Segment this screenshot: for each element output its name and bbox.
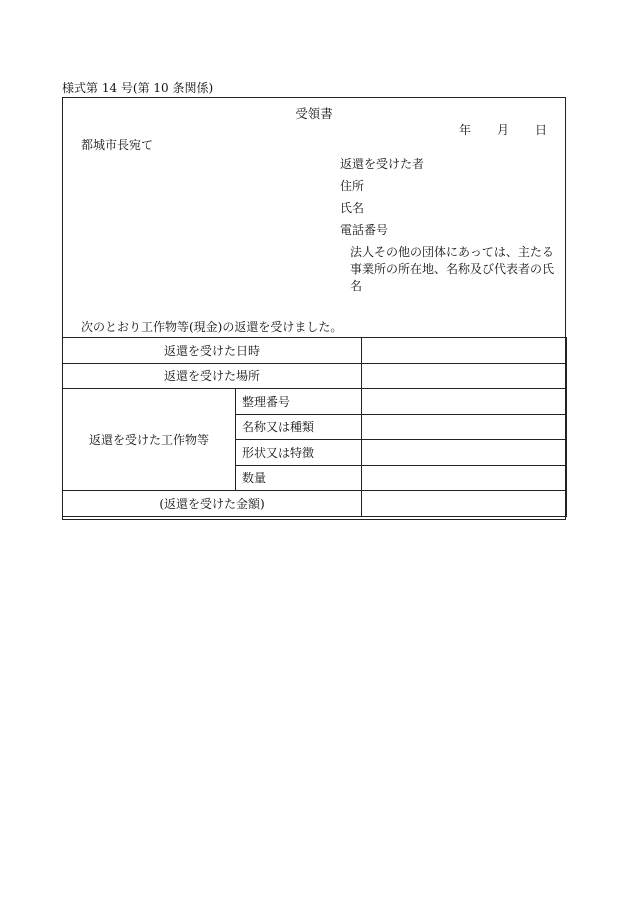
recipient-address-label: 住所: [340, 179, 365, 193]
quantity-field[interactable]: [362, 465, 567, 491]
recipient-block: [340, 156, 562, 295]
name-or-type-field[interactable]: [362, 414, 567, 440]
recipient-phone-label: 電話番号: [340, 223, 389, 237]
recipient-corporate-note: 法人その他の団体にあっては、主たる事業所の所在地、名称及び代表者の氏名: [350, 245, 555, 293]
return-place-label: 返還を受けた場所: [63, 363, 362, 389]
table-row: [63, 363, 567, 389]
date-month-label: 月: [496, 123, 509, 137]
receipt-statement: 次のとおり工作物等(現金)の返還を受けました。: [81, 320, 343, 334]
returned-amount-field[interactable]: [362, 491, 567, 517]
returned-items-label: 返還を受けた工作物等: [63, 389, 236, 491]
recipient-heading: 返還を受けた者: [340, 157, 425, 171]
shape-or-features-field[interactable]: [362, 440, 567, 466]
return-place-field[interactable]: [362, 363, 567, 389]
table-row: [63, 491, 567, 517]
return-details-table: [62, 337, 567, 517]
shape-or-features-label: 形状又は特徴: [236, 440, 362, 466]
returned-amount-label: (返還を受けた金額): [63, 491, 362, 517]
date-line: [459, 121, 547, 138]
date-day-label: 日: [534, 123, 547, 137]
form-number-label: 様式第 14 号(第 10 条関係): [62, 81, 214, 95]
reference-number-field[interactable]: [362, 389, 567, 415]
quantity-label: 数量: [236, 465, 362, 491]
document-title: 受領書: [295, 106, 333, 121]
table-row: [63, 338, 567, 364]
form-header: [63, 98, 565, 338]
return-datetime-label: 返還を受けた日時: [63, 338, 362, 364]
receipt-form: [62, 97, 566, 520]
date-year-label: 年: [458, 123, 471, 137]
reference-number-label: 整理番号: [236, 389, 362, 415]
table-row: [63, 389, 567, 415]
addressee: 都城市長宛て: [81, 138, 154, 152]
return-datetime-field[interactable]: [362, 338, 567, 364]
name-or-type-label: 名称又は種類: [236, 414, 362, 440]
recipient-name-label: 氏名: [340, 201, 365, 215]
